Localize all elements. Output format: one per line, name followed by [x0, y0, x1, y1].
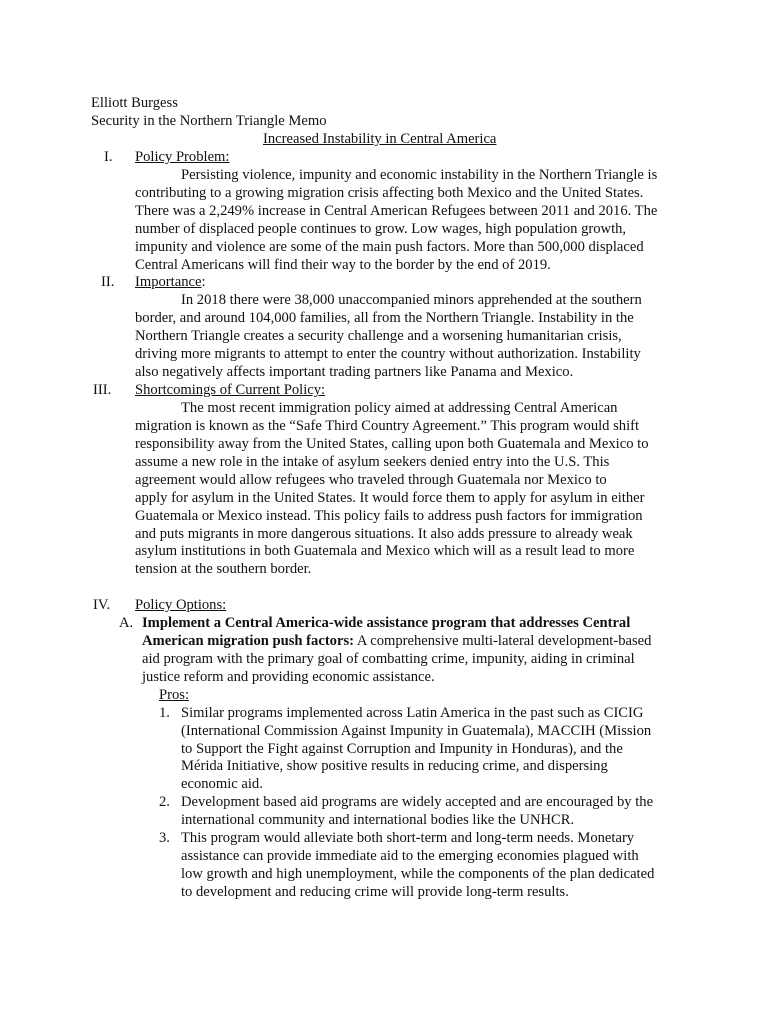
paragraph-line: tension at the southern border.: [135, 561, 312, 577]
paragraph-line: responsibility away from the United States, calling upon both Guatemala and Mexico to: [135, 436, 649, 452]
document-heading: Increased Instability in Central America: [263, 131, 497, 147]
option-letter: A.: [119, 615, 134, 631]
paragraph-line: and puts migrants in more dangerous situations. It also adds pressure to already weak: [135, 526, 633, 542]
list-number: 2.: [159, 794, 170, 810]
paragraph-line: number of displaced people continues to grow. Low wages, high population growth,: [135, 221, 627, 237]
section-number: IV.: [93, 597, 111, 613]
paragraph-line: Central Americans will find their way to the border by the end of 2019.: [135, 257, 551, 273]
list-item-line: (International Commission Against Impunity in Guatemala), MACCIH (Mission: [181, 723, 652, 739]
option-description-start: A comprehensive multi-lateral development-based: [354, 633, 652, 649]
list-item-line: to Support the Fight against Corruption and Impunity in Honduras), and the: [181, 741, 623, 757]
list-item-line: assistance can provide immediate aid to the emerging economies plagued with: [181, 848, 639, 864]
paragraph-line: Northern Triangle creates a security challenge and a worsening humanitarian crisis,: [135, 328, 622, 344]
pros-label: Pros:: [159, 687, 190, 703]
list-item-line: economic aid.: [181, 776, 263, 792]
section-title-importance: [135, 273, 206, 291]
section-title-policy-problem: Policy Problem:: [135, 149, 230, 165]
paragraph-line: In 2018 there were 38,000 unaccompanied minors apprehended at the southern: [181, 292, 642, 308]
list-item-line: Development based aid programs are widely accepted and are encouraged by the: [181, 794, 654, 810]
list-number: 1.: [159, 705, 170, 721]
paragraph-line: apply for asylum in the United States. It would force them to apply for asylum in either: [135, 490, 645, 506]
section-title-shortcomings: Shortcomings of Current Policy:: [135, 382, 326, 398]
section-number: II.: [101, 274, 115, 290]
section-title-policy-options: Policy Options:: [135, 597, 227, 613]
author-name: Elliott Burgess: [91, 95, 178, 111]
paragraph-line: driving more migrants to attempt to enter the country without authorization. Instability: [135, 346, 641, 362]
list-item-line: Mérida Initiative, show positive results in reducing crime, and dispersing: [181, 758, 608, 774]
paragraph-line: The most recent immigration policy aimed at addressing Central American: [181, 400, 618, 416]
paragraph-line: border, and around 104,000 families, all from the Northern Triangle. Instability in the: [135, 310, 634, 326]
list-item-line: low growth and high unemployment, while the components of the plan dedicated: [181, 866, 655, 882]
memo-title: Security in the Northern Triangle Memo: [91, 113, 327, 129]
list-item-line: This program would alleviate both short-term and long-term needs. Monetary: [181, 830, 635, 846]
paragraph-line: impunity and violence are some of the main push factors. More than 500,000 displaced: [135, 239, 644, 255]
section-title-colon: :: [201, 274, 206, 290]
paragraph-line: Guatemala or Mexico instead. This policy fails to address push factors for immigration: [135, 508, 643, 524]
option-heading-end: American migration push factors:: [142, 633, 354, 649]
option-heading: Implement a Central America-wide assistance program that addresses Central: [142, 615, 631, 631]
paragraph-line: justice reform and providing economic assistance.: [142, 669, 435, 685]
section-title-text: Importance: [135, 274, 202, 290]
paragraph-line: agreement would allow refugees who traveled through Guatemala nor Mexico to: [135, 472, 607, 488]
paragraph-line: contributing to a growing migration crisis affecting both Mexico and the United States.: [135, 185, 644, 201]
paragraph-line: assume a new role in the intake of asylum seekers denied entry into the U.S. This: [135, 454, 610, 470]
paragraph-line: migration is known as the “Safe Third Country Agreement.” This program would shift: [135, 418, 640, 434]
list-item-line: Similar programs implemented across Latin America in the past such as CICIG: [181, 705, 644, 721]
list-item-line: international community and international bodies like the UNHCR.: [181, 812, 575, 828]
paragraph-line: aid program with the primary goal of combatting crime, impunity, aiding in criminal: [142, 651, 635, 667]
option-heading-line-2: [142, 632, 651, 650]
paragraph-line: Persisting violence, impunity and economic instability in the Northern Triangle is: [181, 167, 658, 183]
list-item-line: to development and reducing crime will provide long-term results.: [181, 884, 569, 900]
section-number: I.: [104, 149, 113, 165]
paragraph-line: also negatively affects important trading partners like Panama and Mexico.: [135, 364, 574, 380]
paragraph-line: There was a 2,249% increase in Central American Refugees between 2011 and 2016. The: [135, 203, 658, 219]
paragraph-line: asylum institutions in both Guatemala and Mexico which will as a result lead to more: [135, 543, 635, 559]
list-number: 3.: [159, 830, 170, 846]
section-number: III.: [93, 382, 112, 398]
